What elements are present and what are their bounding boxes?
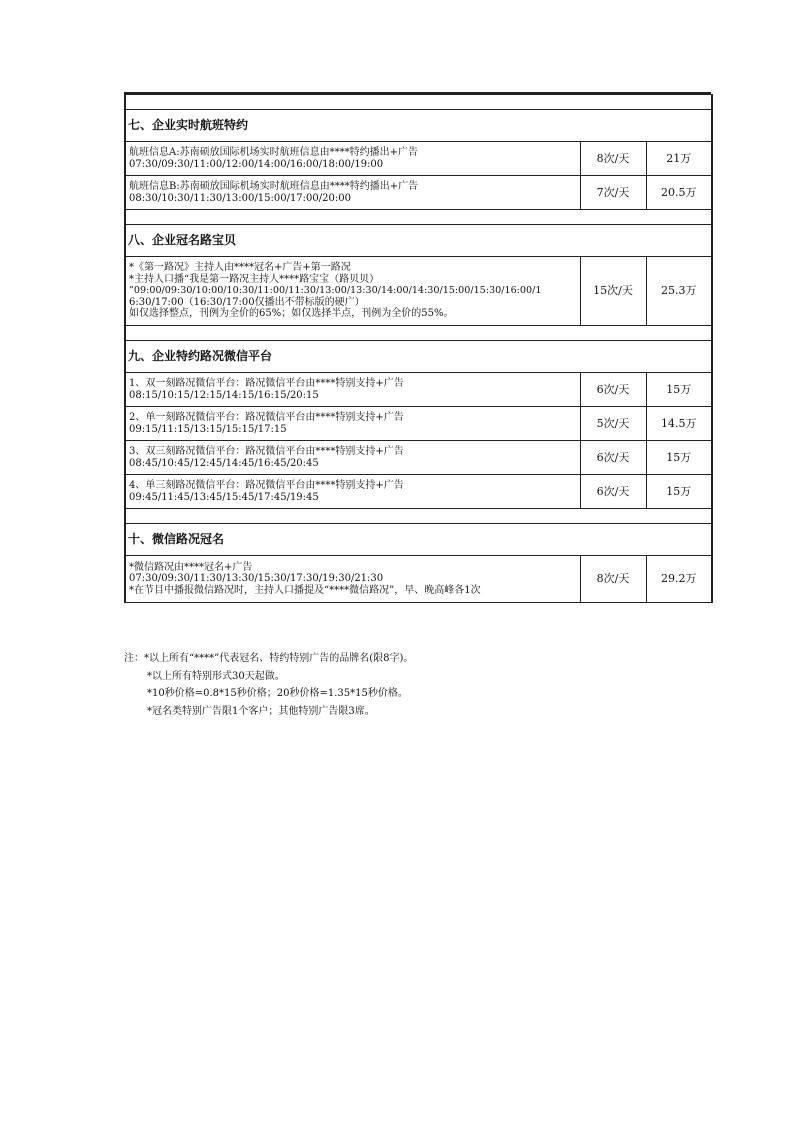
section-header bbox=[125, 341, 712, 373]
description-line: 07:30/09:30/11:30/13:30/15:30/17:30/19:30/21:30 bbox=[129, 573, 384, 585]
description-line: 08:15/10:15/12:15/14:15/16:15/20:15 bbox=[129, 389, 319, 401]
table-row bbox=[125, 373, 712, 407]
item-price: 29.2万 bbox=[646, 556, 712, 603]
spacer-row bbox=[125, 326, 712, 341]
description-line: 07:30/09:30/11:00/12:00/14:00/16:00/18:00/19:00 bbox=[129, 158, 384, 170]
description-line: *主持人口播“我是第一路况主持人****路宝宝（路贝贝） bbox=[129, 273, 380, 285]
footnote: *冠名类特别广告限1个客户；其他特别广告限3席。 bbox=[147, 705, 375, 717]
description-line: 6:30/17:00（16:30/17:00仅播出不带标版的硬广） bbox=[129, 296, 365, 308]
item-frequency: 6次/天 bbox=[580, 373, 646, 407]
item-frequency: 6次/天 bbox=[580, 441, 646, 475]
description-line: 如仅选择整点，刊例为全价的65%；如仅选择半点，刊例为全价的55%。 bbox=[129, 308, 454, 320]
description-line: *微信路况由****冠名+广告 bbox=[129, 561, 253, 573]
table-row bbox=[125, 176, 712, 210]
footnote: *以上所有特别形式30天起做。 bbox=[147, 670, 285, 682]
item-description bbox=[125, 142, 580, 176]
section-header bbox=[125, 225, 712, 257]
item-frequency: 6次/天 bbox=[580, 475, 646, 509]
rate-card-sheet bbox=[124, 92, 711, 603]
item-price: 14.5万 bbox=[646, 407, 712, 441]
description-line: 09:15/11:15/13:15/15:15/17:15 bbox=[129, 423, 287, 435]
section-title: 八、企业冠名路宝贝 bbox=[125, 225, 712, 257]
table-row bbox=[125, 475, 712, 509]
table-row bbox=[125, 142, 712, 176]
item-description bbox=[125, 176, 580, 210]
section-title: 七、企业实时航班特约 bbox=[125, 110, 712, 142]
description-line: 09:45/11:45/13:45/15:45/17:45/19:45 bbox=[129, 491, 319, 503]
item-frequency: 8次/天 bbox=[580, 556, 646, 603]
item-price: 15万 bbox=[646, 475, 712, 509]
item-price: 15万 bbox=[646, 441, 712, 475]
section-header bbox=[125, 110, 712, 142]
footnote: 注：*以上所有“****”代表冠名、特约特别广告的品牌名(限8字)。 bbox=[124, 653, 414, 664]
description-line: 3、双三刻路况微信平台：路况微信平台由****特别支持+广告 bbox=[129, 446, 404, 457]
description-line: 08:45/10:45/12:45/14:45/16:45/20:45 bbox=[129, 457, 319, 469]
description-line: 1、双一刻路况微信平台：路况微信平台由****特别支持+广告 bbox=[129, 378, 404, 389]
item-description bbox=[125, 556, 580, 603]
description-line: 航班信息A:苏南硕放国际机场实时航班信息由****特约播出+广告 bbox=[129, 147, 418, 158]
spacer-row bbox=[125, 95, 712, 110]
item-price: 20.5万 bbox=[646, 176, 712, 210]
description-line: *在节目中播报微信路况时，主持人口播提及“****微信路况”，早、晚高峰各1次 bbox=[129, 584, 481, 596]
item-description bbox=[125, 407, 580, 441]
item-price: 21万 bbox=[646, 142, 712, 176]
description-line: *《第一路况》主持人由****冠名+广告+第一路况 bbox=[129, 262, 351, 274]
table-row bbox=[125, 556, 712, 603]
section-title: 九、企业特约路况微信平台 bbox=[125, 341, 712, 373]
section-title: 十、微信路况冠名 bbox=[125, 524, 712, 556]
item-description bbox=[125, 475, 580, 509]
item-price: 25.3万 bbox=[646, 257, 712, 326]
description-line: 航班信息B:苏南硕放国际机场实时航班信息由****特约播出+广告 bbox=[129, 181, 419, 192]
item-frequency: 15次/天 bbox=[580, 257, 646, 326]
table-row bbox=[125, 441, 712, 475]
spacer-row bbox=[125, 509, 712, 524]
footnote: *10秒价格=0.8*15秒价格；20秒价格=1.35*15秒价格。 bbox=[147, 688, 408, 699]
item-frequency: 5次/天 bbox=[580, 407, 646, 441]
table-row bbox=[125, 407, 712, 441]
rate-table bbox=[124, 94, 713, 603]
description-line: 2、单一刻路况微信平台：路况微信平台由****特别支持+广告 bbox=[129, 412, 404, 423]
item-description bbox=[125, 373, 580, 407]
item-price: 15万 bbox=[646, 373, 712, 407]
item-frequency: 8次/天 bbox=[580, 142, 646, 176]
description-line: ”09:00/09:30/10:00/10:30/11:00/11:30/13:00/13:30/14:00/14:30/15:00/15:30/16:00/1 bbox=[129, 285, 542, 297]
item-description bbox=[125, 257, 580, 326]
item-description bbox=[125, 441, 580, 475]
description-line: 4、单三刻路况微信平台：路况微信平台由****特别支持+广告 bbox=[129, 480, 404, 491]
table-row bbox=[125, 257, 712, 326]
spacer-row bbox=[125, 210, 712, 225]
section-header bbox=[125, 524, 712, 556]
description-line: 08:30/10:30/11:30/13:00/15:00/17:00/20:00 bbox=[129, 192, 351, 204]
footnotes bbox=[124, 650, 413, 720]
item-frequency: 7次/天 bbox=[580, 176, 646, 210]
